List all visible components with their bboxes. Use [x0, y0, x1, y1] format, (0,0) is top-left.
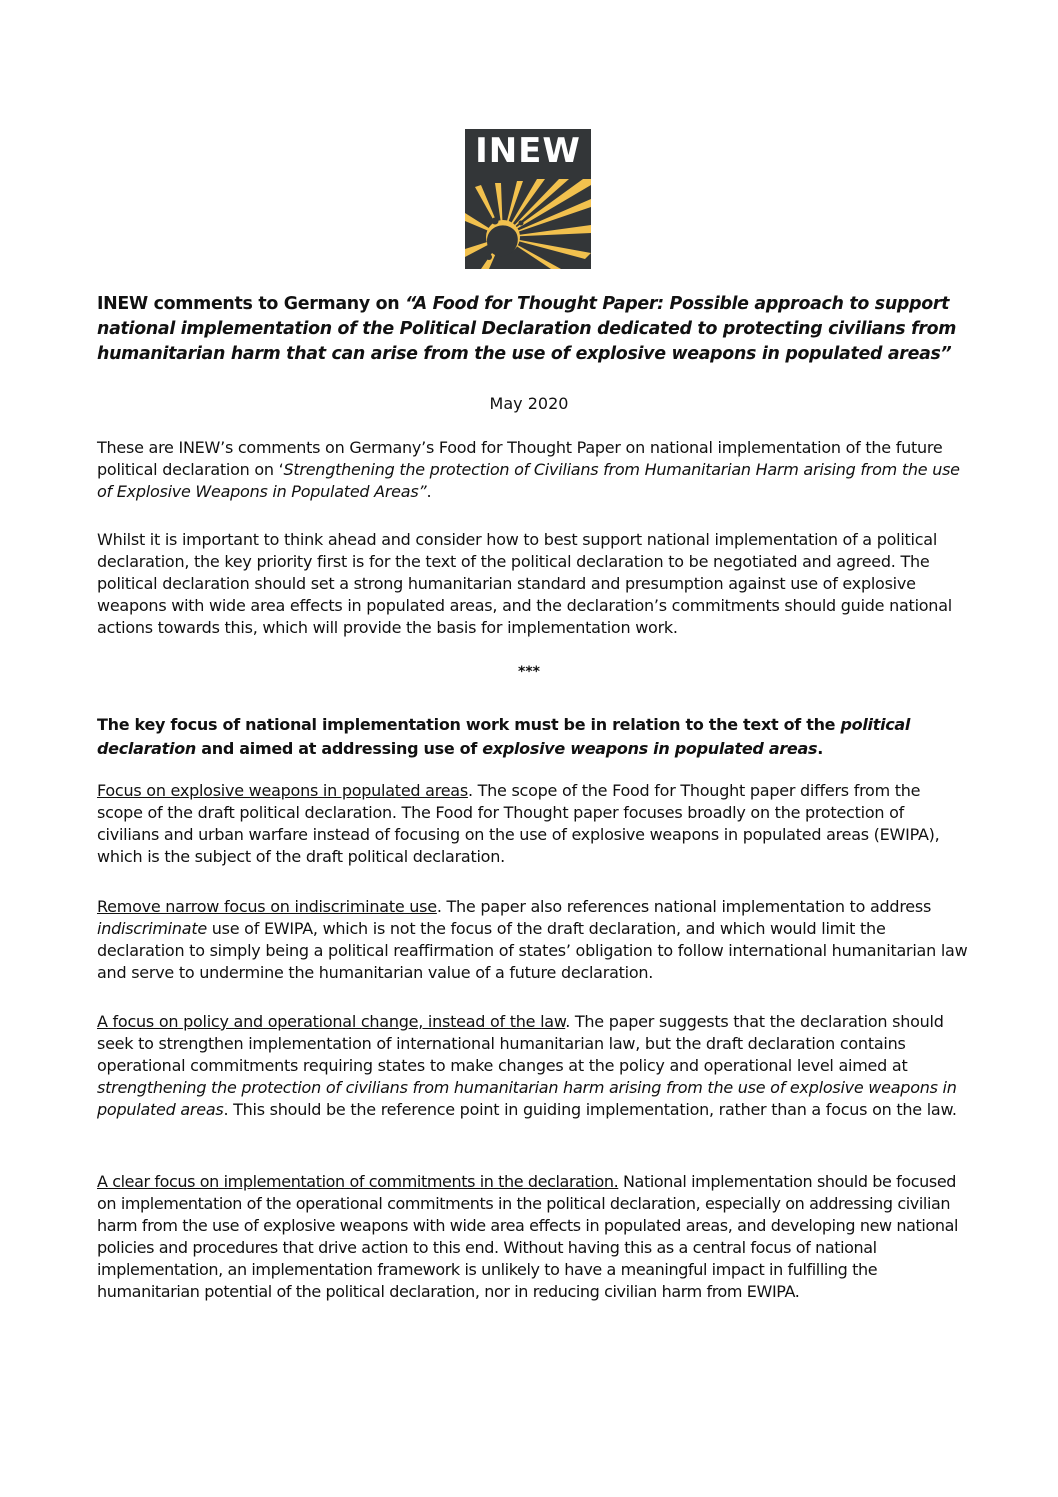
subhead-italic2: explosive weapons in populated areas	[482, 739, 818, 758]
section-3-italic: strengthening the protection of civilians from humanitarian harm arising from the use of explosive weapons in populated areas	[97, 1078, 957, 1119]
title-quoted: “A Food for Thought Paper: Possible approach to support national implementation of the Political Declaration dedicated to protecting civilians from humanitarian harm that can arise from the use of explosive weapons in populated areas”	[97, 294, 957, 364]
section-1-heading: Focus on explosive weapons in populated areas	[97, 781, 468, 800]
intro-p1-italic: Strengthening the protection of Civilians from Humanitarian Harm arising from the use of Explosive Weapons in Populated Areas”	[97, 460, 960, 501]
subhead-part2: and aimed at addressing use of	[195, 739, 483, 758]
section-indiscriminate-use	[97, 896, 969, 984]
section-3-body-b: . This should be the reference point in guiding implementation, rather than a focus on the law.	[223, 1100, 957, 1119]
section-commitments	[97, 1171, 969, 1303]
intro-p1-end: .	[426, 482, 432, 501]
document-date: May 2020	[489, 394, 569, 413]
section-policy-change	[97, 1011, 969, 1121]
subhead-part3: .	[817, 739, 823, 758]
logo-text: INEW	[475, 131, 581, 171]
section-3-heading: A focus on policy and operational change, instead of the law	[97, 1012, 566, 1031]
intro-p1-text: These are INEW’s comments on Germany’s Food for Thought Paper on national implementation of the future political declaration on ‘	[97, 438, 943, 479]
section-2-body-b: use of EWIPA, which is not the focus of the draft declaration, and which would limit the declaration to simply being a political reaffirmation of states’ obligation to follow international humanitarian law and serve to undermine the humanitarian value of a future declaration.	[97, 919, 968, 982]
explosion-icon	[465, 177, 591, 269]
section-4-body: National implementation should be focused on implementation of the operational commitments in the political declaration, especially on addressing civilian harm from the use of explosive weapons with wide area effects in populated areas, and developing new national policies and procedures that drive action to this end. Without having this as a central focus of national implementation, an implementation framework is unlikely to have a meaningful impact in fulfilling the humanitarian potential of the political declaration, nor in reducing civilian harm from EWIPA.	[97, 1172, 959, 1301]
section-2-italic: indiscriminate	[97, 919, 207, 938]
subhead-italic1: political declaration	[97, 715, 911, 758]
section-1-body: . The scope of the Food for Thought paper differs from the scope of the draft political declaration. The Food for Thought paper focuses broadly on the protection of civilians and urban warfare instead of focusing on the use of explosive weapons in populated areas (EWIPA), which is the subject of the draft political declaration.	[97, 781, 940, 866]
section-explosive-weapons	[97, 780, 969, 868]
inew-logo	[465, 129, 591, 269]
intro-paragraph-1	[97, 437, 969, 503]
section-3-body-a: . The paper suggests that the declaration should seek to strengthen implementation of international humanitarian law, but the draft declaration contains operational commitments requiring states to make changes at the policy and operational level aimed at	[97, 1012, 944, 1075]
title-prefix: INEW comments to Germany on	[97, 294, 406, 314]
section-2-body-a: . The paper also references national implementation to address	[436, 897, 932, 916]
document-title	[97, 292, 977, 367]
section-separator: ***	[518, 664, 540, 680]
subhead-part1: The key focus of national implementation work must be in relation to the text of the	[97, 715, 841, 734]
section-4-heading: A clear focus on implementation of commitments in the declaration.	[97, 1172, 619, 1191]
section-2-heading: Remove narrow focus on indiscriminate use	[97, 897, 437, 916]
intro-paragraph-2: Whilst it is important to think ahead and consider how to best support national implementation of a political declaration, the key priority first is for the text of the political declaration to be negotiated and agreed. The political declaration should set a strong humanitarian standard and presumption against use of explosive weapons with wide area effects in populated areas, and the declaration’s commitments should guide national actions towards this, which will provide the basis for implementation work.	[97, 530, 952, 637]
key-focus-heading	[97, 713, 969, 761]
